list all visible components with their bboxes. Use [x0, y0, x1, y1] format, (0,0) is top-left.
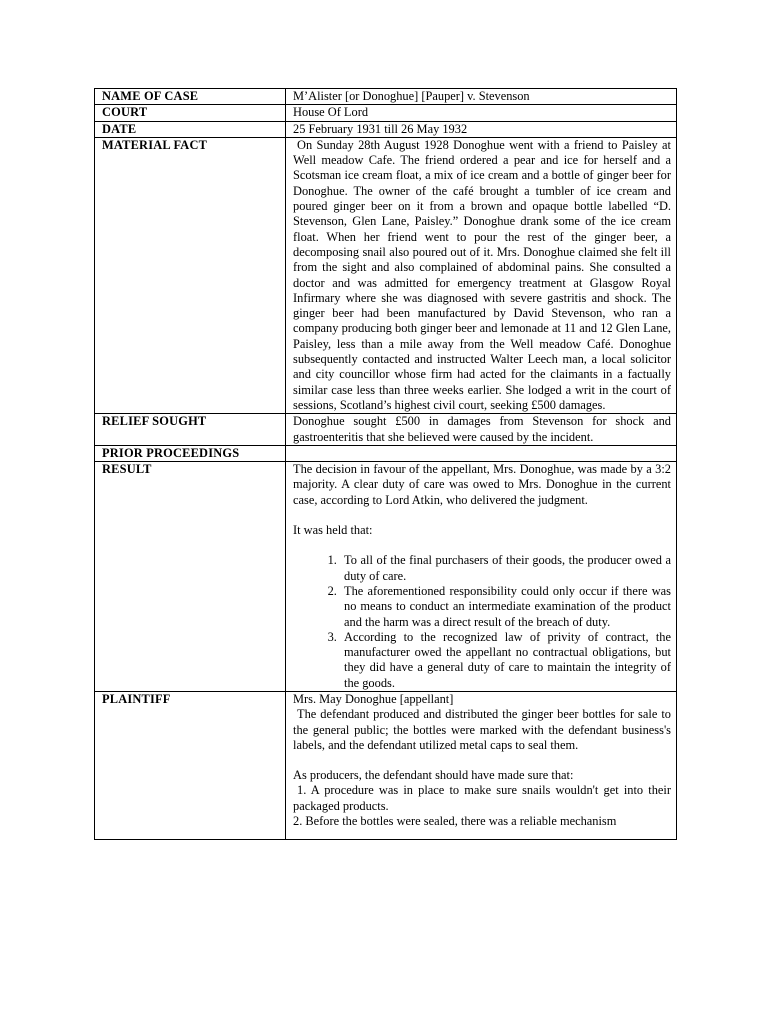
- held-item: 2. The aforementioned responsibility could only occur if there was no means to conduct an intermediate examination of the product and the harm was a direct result of the breach of duty.: [340, 584, 671, 630]
- plaintiff-para-1: The defendant produced and distributed the ginger beer bottles for sale to the general public; the bottles were marked with the defendant business's labels, and the defendant utilized metal caps to seal them.: [293, 707, 671, 752]
- value-date: 25 February 1931 till 26 May 1932: [286, 121, 677, 137]
- result-held-intro: It was held that:: [293, 523, 373, 538]
- label-court: COURT: [95, 105, 286, 121]
- row-prior-proceedings: [95, 445, 677, 461]
- label-prior-proceedings: PRIOR PROCEEDINGS: [95, 445, 286, 461]
- held-list: [293, 553, 671, 691]
- plaintiff-para-2: As producers, the defendant should have made sure that:: [293, 768, 574, 783]
- value-plaintiff: [286, 691, 677, 839]
- row-relief-sought: [95, 414, 677, 446]
- value-result: [286, 462, 677, 692]
- spacer: [293, 753, 671, 768]
- label-name-of-case: NAME OF CASE: [95, 89, 286, 105]
- row-material-fact: [95, 137, 677, 413]
- plaintiff-point-2: 2. Before the bottles were sealed, there was a reliable mechanism: [293, 814, 617, 829]
- row-name-of-case: [95, 89, 677, 105]
- value-name-of-case: M’Alister [or Donoghue] [Pauper] v. Stevenson: [286, 89, 677, 105]
- plaintiff-name: Mrs. May Donoghue [appellant]: [293, 691, 454, 706]
- result-intro: The decision in favour of the appellant, Mrs. Donoghue, was made by a 3:2 majority. A clear duty of care was owed to Mrs. Donoghue in the current case, according to Lord Atkin, who delivered the judgment.: [293, 462, 671, 507]
- row-plaintiff: [95, 691, 677, 839]
- value-court: House Of Lord: [286, 105, 677, 121]
- value-material-fact: On Sunday 28th August 1928 Donoghue went with a friend to Paisley at Well meadow Cafe. The friend ordered a pear and ice for herself and a Scotsman ice cream float, a mix of ice cream and a bottle of ginger beer for Donoghue. The owner of the café brought a tumbler of ice cream and poured ginger beer on it from a brown and opaque bottle labelled “D. Stevenson, Glen Lane, Paisley.” Donoghue drank some of the ice cream float. When her friend went to pour the rest of the ginger beer, a decomposing snail also poured out of it. Mrs. Donoghue claimed she felt ill from the sight and also complained of abdominal pains. She consulted a doctor and was admitted for emergency treatment at Glasgow Royal Infirmary where she was diagnosed with severe gastritis and shock. The ginger beer had been manufactured by David Stevenson, who ran a company producing both ginger beer and lemonade at 11 and 12 Glen Lane, Paisley, less than a mile away from the Well meadow Café. Donoghue subsequently contacted and instructed Walter Leech man, a local solicitor and city councillor whose firm had acted for the claimants in a factually similar case less than three weeks earlier. She lodged a writ in the court of sessions, Scotland’s highest civil court, seeking £500 damages.: [286, 137, 677, 413]
- spacer: [293, 538, 671, 553]
- row-result: [95, 462, 677, 692]
- spacer: [293, 508, 671, 523]
- held-item: 1. To all of the final purchasers of their goods, the producer owed a duty of care.: [340, 553, 671, 584]
- row-court: [95, 105, 677, 121]
- held-item: 3. According to the recognized law of privity of contract, the manufacturer owed the appellant no contractual obligations, but they did have a general duty of care to maintain the integrity of the goods.: [340, 630, 671, 691]
- plaintiff-point-1: 1. A procedure was in place to make sure snails wouldn't get into their packaged products.: [293, 783, 671, 813]
- label-date: DATE: [95, 121, 286, 137]
- label-relief-sought: RELIEF SOUGHT: [95, 414, 286, 446]
- label-material-fact: MATERIAL FACT: [95, 137, 286, 413]
- row-date: [95, 121, 677, 137]
- value-prior-proceedings: [286, 445, 677, 461]
- label-plaintiff: PLAINTIFF: [95, 691, 286, 839]
- case-brief-table: [94, 88, 677, 840]
- value-relief-sought: Donoghue sought £500 in damages from Stevenson for shock and gastroenteritis that she believed were caused by the incident.: [286, 414, 677, 446]
- plaintiff-content: [293, 692, 671, 839]
- label-result: RESULT: [95, 462, 286, 692]
